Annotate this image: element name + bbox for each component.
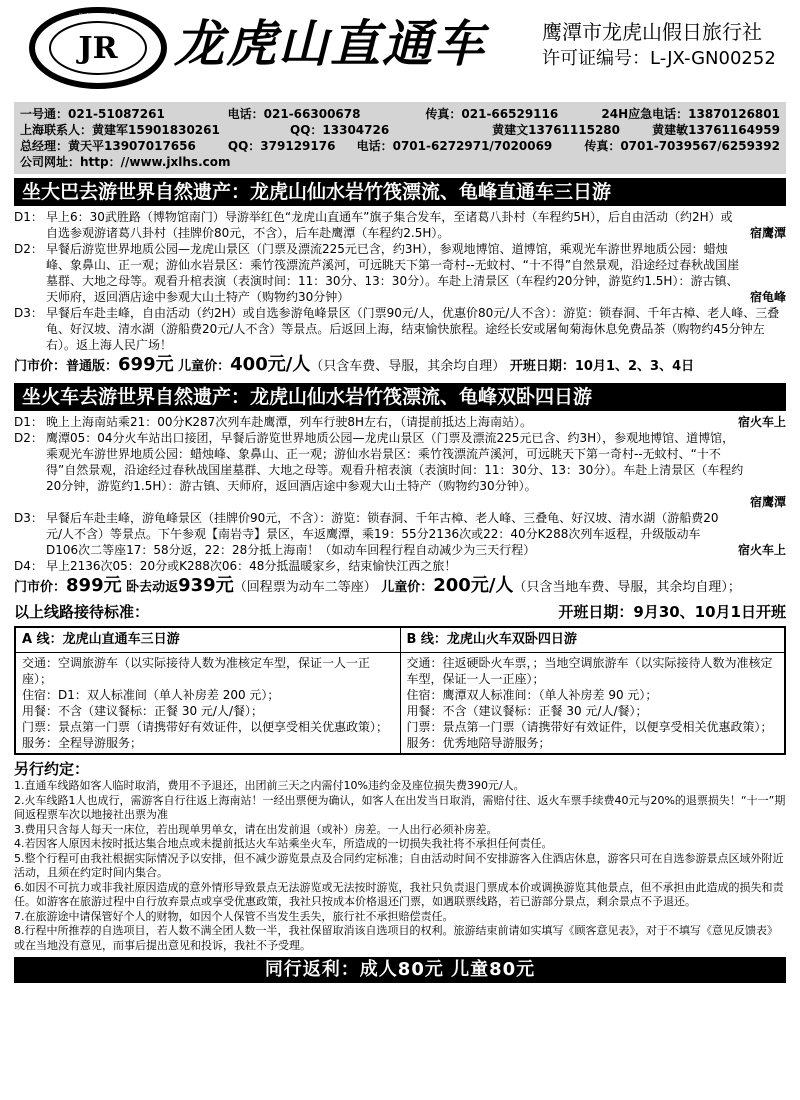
contact-item: 黄建文13761115280 xyxy=(492,123,620,137)
tour1-title: 坐大巴去游世界自然遗产：龙虎山仙水岩竹筏漂流、龟峰直通车三日游 xyxy=(14,178,786,206)
brand-title: 龙虎山直通车 xyxy=(174,14,486,73)
jr-logo-icon xyxy=(28,6,168,90)
contact-box xyxy=(14,102,786,174)
standard-item: 门票：景点第一门票（请携带好有效证件，以便享受相关优惠政策）； xyxy=(22,720,389,734)
standard-item: 交通：空调旅游车（以实际接待人数为准核定车型，保证一人一正座）； xyxy=(22,656,371,686)
child-price-label: 儿童价： xyxy=(173,359,231,374)
day-text: 早餐后车赴圭峰，游龟峰景区（挂牌价90元，不含）：游览：锁春洞、千年古樟、老人峰、三叠龟、好汉坡、清水湖（游船费20元/人不含）等景点。下午参观【南岩寺】景区，车返鹰潭，乘19：55分2136次或22：40分K288次列车返程，升级版动车D106次二等座17：58分返，22：28分抵上海南！（如动车回程行程自动减少为三天行程） xyxy=(46,511,719,557)
price-label: 门市价： xyxy=(14,359,67,374)
standards-header xyxy=(14,602,786,622)
contact-item: 电话：021-66300678 xyxy=(227,107,361,121)
upgrade-label: 卧去动返 xyxy=(121,580,179,595)
itinerary-day xyxy=(14,414,786,430)
itinerary-day xyxy=(14,510,786,558)
day-stay: 宿龟峰 xyxy=(749,290,786,304)
day-label: D1： xyxy=(14,210,43,224)
day-label: D3： xyxy=(14,511,43,525)
agency-name: 鹰潭市龙虎山假日旅行社 xyxy=(542,20,762,44)
day-text: 鹰潭05：04分火车站出口接团，早餐后游览世界地质公园—龙虎山景区（门票及漂流225元已含、约3H），参观地博馆、道博馆，乘观光车游世界地质公园：蜡烛峰、象鼻山、正一观；游仙水岩景区：乘竹筏漂流芦溪河，可远眺天下第一奇村--无蚊村、“十不得”自然景观，沿途经过春秋战国崖墓群、大地之母等。观看升棺表演（表演时间：11：30分、13：30分）。车赴上清景区（车程约20分钟，游览约1.5H）：游古镇、天师府，返回酒店途中参观大山土特产（购物约30分钟）。 xyxy=(46,431,744,493)
contact-item: 传真：021-66529116 xyxy=(425,107,559,121)
standards-open-date: 开班日期：9月30、10月1日开班 xyxy=(558,603,786,621)
standard-item: 交通：往返硬卧火车票，；当地空调旅游车（以实际接待人数为准核定车型，保证一人一正座）； xyxy=(406,656,773,686)
open-date: 10月1、2、3、4日 xyxy=(574,359,695,374)
contact-item: 黄建敏13761164959 xyxy=(652,123,780,137)
day-text: 早上2136次05：20分或K288次06：48分抵温暖家乡，结束愉快江西之旅！ xyxy=(46,559,457,573)
note-item: 5.整个行程可由我社根据实际情况予以安排，但不减少游览景点及合同约定标准；自由活动时间不安排游客入住酒店休息，游客只可在自选参游景点区域外附近活动，且须在约定时间内集合。 xyxy=(14,851,784,879)
child-price: 200元/人 xyxy=(433,575,514,596)
price-label: 门市价： xyxy=(14,580,67,595)
contact-item: 上海联系人：黄建军15901830261 xyxy=(20,123,220,137)
note-item: 6.如因不可抗力或非我社原因造成的意外情形导致景点无法游览或无法按时游览，我社只负责退门票成本价或调换游览其他景点，但不承担由此造成的损失和责任。如游客在旅游过程中自行放弃景点或享受优惠政策，我社只按成本价格退还门票，如遇联票线路，若已游部分景点，剩余景点不予退还。 xyxy=(14,880,784,908)
line-b-details xyxy=(400,653,785,755)
contact-row xyxy=(20,138,780,154)
child-price-note: （只含车费、导服，其余均自理） xyxy=(310,359,506,374)
note-item: 2.火车线路1人也成行，需游客自行往返上海南站！一经出票便为确认，如客人在出发当日取消，需赔付往、返火车票手续费40元与20%的退票损失！“十一”期间返程票车次以地接社出票为准 xyxy=(14,793,786,821)
tour2-title: 坐火车去游世界自然遗产：龙虎山仙水岩竹筏漂流、龟峰双卧四日游 xyxy=(14,383,786,411)
upgrade-note: （回程票为动车二等座） xyxy=(233,580,377,595)
standard-item: 门票：景点第一门票（请携带好有效证件，以便享受相关优惠政策）； xyxy=(406,720,773,734)
standards-title: 以上线路接待标准： xyxy=(14,603,150,621)
standard-item: 用餐：不含（建议餐标：正餐 30 元/人/餐）； xyxy=(22,704,263,718)
standard-item: 服务：优秀地陪导游服务； xyxy=(406,736,551,750)
standard-item: 用餐：不含（建议餐标：正餐 30 元/人/餐）； xyxy=(406,704,648,718)
upgrade-price: 939元 xyxy=(178,575,234,596)
contact-item: 总经理：黄天平13907017656 xyxy=(20,139,196,153)
contact-row xyxy=(20,154,780,170)
standards-table xyxy=(14,626,786,755)
itinerary-day xyxy=(14,209,786,241)
price-edition: 普通版： xyxy=(66,359,119,374)
line-a-head: A 线：龙虎山直通车三日游 xyxy=(15,627,400,653)
header xyxy=(14,0,786,98)
rebate-banner: 同行返利：成人80元 儿童80元 xyxy=(14,957,786,983)
note-item: 3.费用只含每人每天一床位，若出现单男单女，请在出发前退（或补）房差。一人出行必须补房差。 xyxy=(14,822,498,836)
day-label: D3： xyxy=(14,306,43,320)
contact-item: 传真：0701-7039567/6259392 xyxy=(584,139,780,153)
day-text: 早餐后车赴圭峰，自由活动（约2H）或自选参游龟峰景区（门票90元/人，优惠价80元/人不含）：游览：锁春洞、千年古樟、老人峰、三叠龟、好汉坡、清水湖（游船费20元/人不含）等景点。后返回上海，结束愉快旅程。途经长安或屠甸菊海休息免费品茶（购物约45分钟左右）。返上海人民广场！ xyxy=(46,306,780,352)
child-price-label: 儿童价： xyxy=(376,580,434,595)
contact-item: QQ：13304726 xyxy=(290,123,390,137)
day-text: 早上6：30武胜路（博物馆南门）导游举红色“龙虎山直通车”旗子集合发车，至诸葛八卦村（车程约5H），后自由活动（约2H）或自选参观游诸葛八卦村（挂牌价80元，不含），后车赴鹰潭（车程约2.5H）。 xyxy=(46,210,733,240)
contact-item: 电话：0701-6272971/7020069 xyxy=(356,139,553,153)
line-a-details xyxy=(15,653,400,755)
contact-row xyxy=(20,106,780,122)
logo-ring-text: 龙虎山直通车 xyxy=(77,13,119,21)
itinerary-day xyxy=(14,305,786,353)
website-link[interactable]: 公司网址：http：//www.jxlhs.com xyxy=(20,155,231,169)
day-text: 晚上上海南站乘21：00分K287次列车赴鹰潭，列车行驶8H左右，（请提前抵达上海南站）。 xyxy=(46,415,532,429)
standard-item: 住宿：D1：双人标准间（单人补房差 200 元）； xyxy=(22,688,280,702)
note-item: 8.行程中所推荐的自选项目，若人数不满全团人数一半，我社保留取消该自选项目的权利。旅游结束前请如实填写《顾客意见表》，对于不填写《意见反馈表》或在当地没有意见，而事后提出意见和投诉，我社不予受理。 xyxy=(14,924,778,952)
contact-row xyxy=(20,122,780,138)
day-text: 早餐后游览世界地质公园—龙虎山景区（门票及漂流225元已含，约3H），参观地博馆、道博馆，乘观光车游世界地质公园：蜡烛峰、象鼻山、正一观；游仙水岩景区：乘竹筏漂流芦溪河，可远眺天下第一奇村--无蚊村、“十不得”自然景观，沿途经过春秋战国崖墓群、大地之母等。观看升棺表演（表演时间：11：30分、13：30分）。车赴上清景区（车程约20分钟，游览约1.5H）：游古镇、天师府，返回酒店途中参观大山土特产（购物约30分钟） xyxy=(46,242,740,304)
itinerary-day xyxy=(14,558,786,574)
contact-item: QQ：379129176 xyxy=(227,139,336,153)
contact-item: 24H应急电话：13870126801 xyxy=(601,107,780,121)
child-price: 400元/人 xyxy=(230,354,311,375)
note-item: 7.在旅游途中请保管好个人的财物，如因个人保管不当发生丢失，旅行社不承担赔偿责任。 xyxy=(14,909,454,923)
itinerary-day xyxy=(14,241,786,305)
itinerary-day xyxy=(14,430,786,510)
standard-item: 服务：全程导游服务； xyxy=(22,736,143,750)
line-b-head: B 线：龙虎山火车双卧四日游 xyxy=(400,627,785,653)
day-label: D1： xyxy=(14,415,43,429)
note-item: 4.若因客人原因未按时抵达集合地点或未提前抵达火车站乘坐火车，所造成的一切损失我社将不承担任何责任。 xyxy=(14,837,553,850)
contact-item: 一号通：021-51087261 xyxy=(20,107,165,121)
adult-price: 899元 xyxy=(66,575,122,596)
open-date-label: 开班日期： xyxy=(509,359,575,374)
day-label: D4： xyxy=(14,559,43,573)
note-item: 1.直通车线路如客人临时取消，费用不予退还，出团前三天之内需付10%违约金及座位损失费390元/人。 xyxy=(14,779,525,792)
tour2-price xyxy=(14,574,786,600)
day-stay: 宿火车上 xyxy=(737,415,786,429)
day-stay: 宿火车上 xyxy=(737,543,786,557)
day-stay: 宿鹰潭 xyxy=(749,495,786,509)
notes-title: 另行约定： xyxy=(14,760,90,778)
logo-text: JR xyxy=(78,31,118,66)
tour1-price xyxy=(14,353,786,379)
child-price-note: （只含当地车费、导服，其余均自理）； xyxy=(513,580,741,595)
day-stay: 宿鹰潭 xyxy=(749,226,786,240)
adult-price: 699元 xyxy=(118,354,174,375)
standard-item: 住宿：鹰潭双人标准间：（单人补房差 90 元）； xyxy=(406,688,658,702)
license-number: 许可证编号：L-JX-GN00252 xyxy=(542,48,776,69)
day-label: D2： xyxy=(14,242,43,256)
day-label: D2： xyxy=(14,431,43,445)
